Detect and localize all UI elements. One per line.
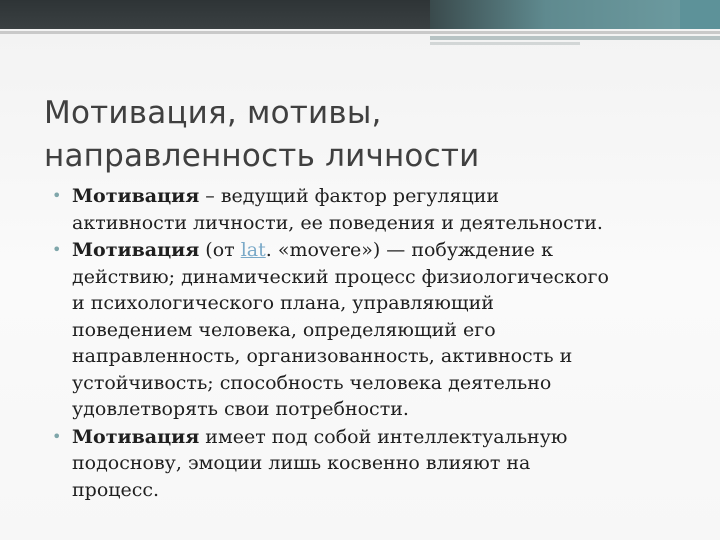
bullet-text [72, 424, 682, 504]
bullet-line: поведением человека, определяющий его [72, 318, 496, 341]
slide-title-line-2: направленность личности [44, 138, 480, 174]
bullet-term: Мотивация [72, 239, 200, 261]
bullet-line: и психологического плана, управляющий [72, 292, 494, 314]
bullet-line: подоснову, эмоции лишь косвенно влияют на [72, 452, 531, 474]
bullet-line [72, 424, 682, 451]
bullet-item-2 [52, 237, 682, 423]
bullet-marker: • [52, 240, 62, 259]
bullet-item-3 [52, 424, 682, 504]
bullet-line-rest: – ведущий фактор регуляции [199, 185, 500, 207]
bullet-line [72, 237, 682, 264]
bullet-list [52, 183, 682, 504]
slide-title [44, 92, 684, 178]
bullet-marker: • [52, 186, 62, 205]
bullet-line-before-link: (от [199, 239, 241, 261]
header-divider-line [0, 31, 720, 34]
bullet-line: процесс. [72, 478, 160, 501]
bullet-term: Мотивация [72, 425, 200, 448]
bullet-line: активности личности, ее поведения и деятельности. [72, 211, 603, 234]
lat-link[interactable]: lat [240, 239, 266, 261]
bullet-line: действию; динамический процесс физиологического [72, 265, 609, 288]
bullet-text [72, 183, 682, 236]
bullet-line: удовлетворять свои потребности. [72, 398, 409, 420]
header-accent-stripe [680, 0, 720, 29]
header-accent-line [430, 36, 720, 40]
header-accent-line-short [430, 42, 580, 45]
bullet-item-1 [52, 183, 682, 236]
bullet-line-rest: имеет под собой интеллектуальную [199, 425, 568, 448]
bullet-text [72, 237, 682, 423]
bullet-line-after-link: . «movere») — побуждение к [265, 239, 553, 261]
slide-title-line-1: Мотивация, мотивы, [44, 95, 382, 131]
header-accent-band [430, 0, 720, 29]
bullet-line [72, 183, 682, 210]
bullet-term: Мотивация [72, 185, 200, 207]
bullet-marker: • [52, 426, 62, 446]
bullet-line: направленность, организованность, активность и [72, 345, 573, 367]
bullet-line: устойчивость; способность человека деятельно [72, 371, 552, 394]
